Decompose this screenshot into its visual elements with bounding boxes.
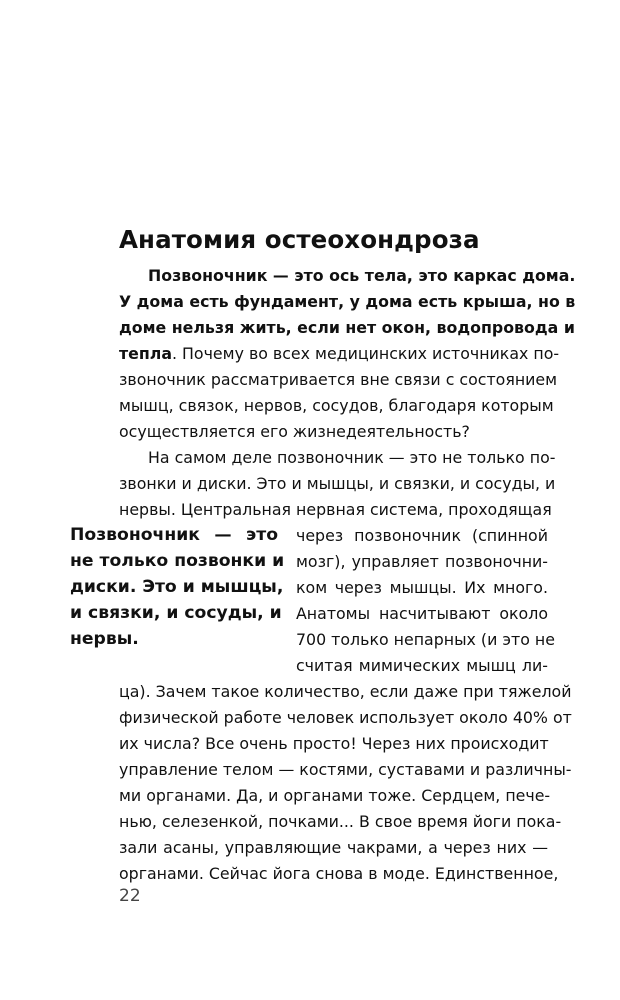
- body-text: звоночник рассматривается вне связи с состоянием: [119, 370, 558, 389]
- paragraph-line: нью, селезенкой, почками... В свое время йоги пока-: [119, 812, 562, 831]
- pull-quote-line: диски. Это и мышцы,: [70, 577, 284, 597]
- paragraph-line: ца). Зачем такое количество, если даже при тяжелой: [119, 682, 572, 701]
- paragraph-line: [119, 419, 548, 445]
- chapter-title: Анатомия остеохондроза: [119, 225, 480, 254]
- paragraph-line: через позвоночник (спинной: [296, 526, 548, 545]
- paragraph-line: их числа? Все очень просто! Через них происходит: [119, 734, 549, 753]
- paragraph-line: считая мимических мышц ли-: [296, 656, 548, 675]
- paragraph-line: [119, 341, 560, 367]
- pull-quote-line: нервы.: [70, 629, 139, 649]
- page-number: 22: [119, 886, 141, 906]
- paragraph-line: [119, 289, 576, 315]
- paragraph-line: [119, 393, 554, 419]
- body-text: . Почему во всех медицинских источниках по-: [172, 344, 560, 363]
- bold-text: У дома есть фундамент, у дома есть крыша, но в: [119, 292, 576, 311]
- bold-text: доме нельзя жить, если нет окон, водопровода и: [119, 318, 575, 337]
- paragraph-line: зали асаны, управляющие чакрами, а через них —: [119, 838, 548, 857]
- paragraph-line: звонки и диски. Это и мышцы, и связки, и сосуды, и: [119, 474, 556, 493]
- paragraph-line: ком через мышцы. Их много.: [296, 578, 548, 597]
- body-text: мышц, связок, нервов, сосудов, благодаря которым: [119, 396, 554, 415]
- paragraph-line: физической работе человек использует около 40% от: [119, 708, 572, 727]
- paragraph-line: нервы. Центральная нервная система, проходящая: [119, 500, 552, 519]
- paragraph-line: На самом деле позвоночник — это не только по-: [148, 448, 556, 467]
- paragraph-line: Анатомы насчитывают около: [296, 604, 548, 623]
- body-text: осуществляется его жизнедеятельность?: [119, 422, 470, 441]
- paragraph-line: ми органами. Да, и органами тоже. Сердцем, пече-: [119, 786, 551, 805]
- paragraph-line: мозг), управляет позвоночни-: [296, 552, 548, 571]
- pull-quote-line: не только позвонки и: [70, 551, 285, 571]
- paragraph-line: [119, 367, 558, 393]
- bold-text: тепла: [119, 344, 173, 363]
- pull-quote: [70, 522, 285, 652]
- paragraph-line: 700 только непарных (и это не: [296, 630, 555, 649]
- paragraph-line: органами. Сейчас йога снова в моде. Единственное,: [119, 864, 559, 883]
- paragraph-line: [119, 315, 575, 341]
- pull-quote-line: и связки, и сосуды, и: [70, 603, 282, 623]
- pull-quote-line: Позвоночник — это: [70, 525, 278, 545]
- bold-text: Позвоночник — это ось тела, это каркас дома.: [148, 266, 576, 285]
- paragraph-line: управление телом — костями, суставами и различны-: [119, 760, 572, 779]
- paragraph-line: [148, 263, 576, 289]
